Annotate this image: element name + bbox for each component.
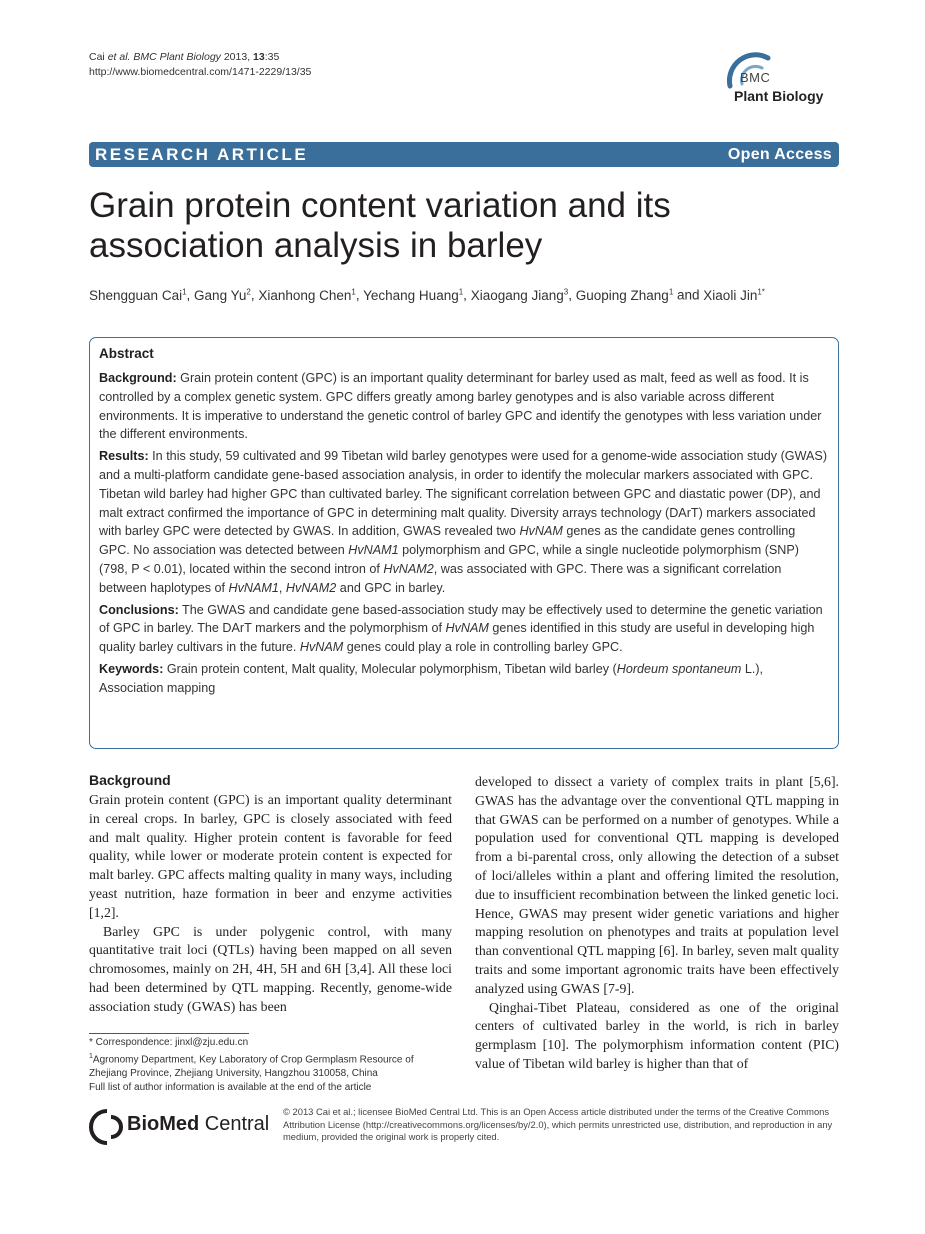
article-type-label: RESEARCH ARTICLE [95, 144, 309, 164]
author-list: Shengguan Cai$^1$, Gang Yu$^2$, Xianhong Chen$^1$, Yechang Huang$^1$, Xiaogang Jiang$^3$, Guoping Zhang$^1$ and Xiaoli Jin$^{1*}$ [89, 287, 765, 303]
publisher-logo [89, 1107, 269, 1147]
citation-block [89, 50, 311, 80]
body-paragraph: Qinghai-Tibet Plateau, considered as one of the original centers of cultivated barley in the world, is rich in barley germplasm [10]. The polymorphism information content (PIC) value of Tibetan wild barley is higher than that of [475, 999, 839, 1071]
open-access-label: Open Access [727, 145, 832, 163]
body-right-column [475, 773, 839, 1074]
article-title: Grain protein content variation and its association analysis in barley [89, 186, 671, 265]
author[interactable]: Xiaogang Jiang$^3$ [470, 287, 569, 303]
author[interactable]: Xiaoli Jin$^{1*}$ [703, 287, 765, 303]
body-paragraph: developed to dissect a variety of complex traits in plant [5,6]. GWAS has the advantage over the conventional QTL mapping in that GWAS can be performed on a number of genotypes. While a population used for conventional QTL mapping is developed from a bi-parental cross, only allowing the detection of a subset of loci/alleles within a plant and offering limited the resolution, due to insufficient recombination between the linked genetic loci. Hence, GWAS may present wider genetic variations and higher mapping resolution on phenotypes and traits at population level than conventional QTL mapping [6]. In barley, seven malt quality traits and some important agronomic traits have been effectively analyzed using GWAS [7-9]. [475, 774, 839, 996]
abstract-content [99, 344, 827, 701]
abstract-keywords: Keywords: Grain protein content, Malt quality, Molecular polymorphism, Tibetan wild barley (Hordeum spontaneum L.), Association mapping [99, 661, 764, 695]
abstract-heading: Abstract [99, 346, 154, 361]
footnotes [89, 1036, 452, 1095]
body-left-column [89, 771, 452, 1017]
author[interactable]: Yechang Huang$^1$ [363, 287, 464, 303]
abstract-box [89, 337, 839, 749]
body-paragraph: Barley GPC is under polygenic control, with many quantitative trait loci (QTLs) having been mapped on all seven chromosomes, mainly on 2H, 4H, 5H and 6H [3,4]. All these loci had been determined by QTL mapping. Recently, genome-wide association study (GWAS) has been [89, 923, 452, 1014]
publisher-name: BioMed Central [127, 1113, 270, 1135]
article-url[interactable]: http://www.biomedcentral.com/1471-2229/13/35 [89, 66, 312, 78]
license-text: © 2013 Cai et al.; licensee BioMed Central Ltd. This is an Open Access article distributed under the terms of the Creative Commons Attribution License (http://creativecommons.org/licenses/by/2.0), which permits unrestricted use, distribution, and reproduction in any medium, provided the original work is properly cited. [283, 1106, 833, 1143]
author[interactable]: Guoping Zhang$^1$ [575, 287, 674, 303]
biomed-bracket-icon [89, 1107, 125, 1147]
footnote-divider [89, 1033, 249, 1034]
logo-bmc-text: BMC [740, 70, 771, 85]
logo-journal-text: Plant Biology [734, 88, 824, 104]
abstract-conclusions: Conclusions: The GWAS and candidate gene based-association study may be effectively used to determine the genetic variation of GPC in barley. The DArT markers and the polymorphism of HvNAM genes identified in this study are useful in developing high quality barley cultivars in the future. HvNAM genes could play a role in controlling barley GPC. [99, 602, 823, 655]
affiliation-note: $^1$Agronomy Department, Key Laboratory of Crop Germplasm Resource of Zhejiang Province, Zhejiang University, Hangzhou 310058, China [89, 1053, 414, 1080]
abstract-results: Results: In this study, 59 cultivated and 99 Tibetan wild barley genotypes were used for a genome-wide association study (GWAS) and a multi-platform candidate gene-based association analysis, in order to identify the molecular markers associated with GPC. Tibetan wild barley had higher GPC than cultivated barley. The significant correlation between GPC and diastatic power (DP), and malt extract confirmed the importance of GPC in determining malt quality. Diversity arrays technology (DArT) markers associated with barley GPC were detected by GWAS. In addition, GWAS revealed two HvNAM genes as the candidate genes controlling GPC. No association was detected between HvNAM1 polymorphism and GPC, while a single nucleotide polymorphism (SNP) (798, P < 0.01), located within the second intron of HvNAM2, was associated with GPC. There was a significant correlation between haplotypes of HvNAM1, HvNAM2 and GPC in barley. [99, 449, 828, 595]
author[interactable]: Xianhong Chen$^1$ [258, 287, 356, 303]
citation-line: Cai et al. BMC Plant Biology 2013, 13:35 [89, 51, 280, 63]
author-info-note: Full list of author information is available at the end of the article [89, 1082, 372, 1094]
body-paragraph: Grain protein content (GPC) is an important quality determinant in cereal crops. In barley, GPC is closely associated with feed and malt quality. Higher protein content is favorable for feed quality, while lower or moderate protein content is expected for malt barley. GPC affects malting quality in many ways, including yeast nutrition, haze formation in beer and enzyme activities [1,2]. [89, 792, 452, 920]
abstract-background: Background: Grain protein content (GPC) is an important quality determinant for barley used as malt, feed as well as food. It is controlled by a complex genetic system. GPC differs greatly among barley genotypes and is also variable across different environments. It is imperative to understand the genetic control of barley GPC and identify the genotypes with less variation under the different environments. [99, 371, 822, 442]
author[interactable]: Gang Yu$^2$ [194, 287, 251, 303]
article-type-banner [89, 142, 839, 167]
correspondence-note: * Correspondence: jinxl@zju.edu.cn [89, 1037, 249, 1048]
journal-logo [720, 44, 842, 114]
author[interactable]: Shengguan Cai$^1$ [89, 287, 187, 303]
section-heading-background: Background [89, 772, 171, 788]
